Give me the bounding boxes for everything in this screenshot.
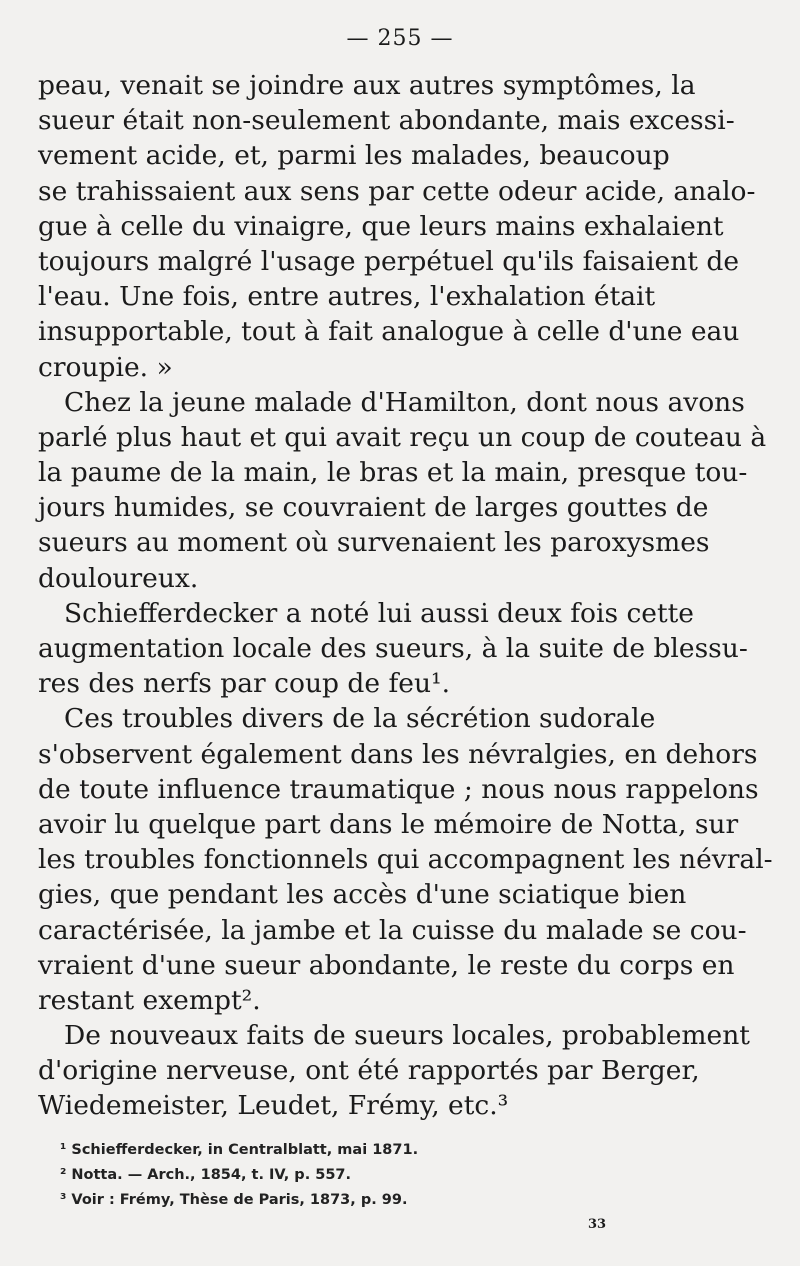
text-line: douloureux. <box>38 562 199 594</box>
text-line: avoir lu quelque part dans le mémoire de Notta, sur <box>38 808 739 840</box>
text-line: Ces troubles divers de la sécrétion sudorale <box>64 703 656 735</box>
text-line: croupie. » <box>38 351 173 383</box>
text-line: De nouveaux faits de sueurs locales, probablement <box>64 1020 750 1052</box>
text-line: Chez la jeune malade d'Hamilton, dont nous avons <box>64 386 745 418</box>
text-line: Wiedemeister, Leudet, Frémy, etc.³ <box>38 1090 509 1122</box>
text-line: augmentation locale des sueurs, à la suite de blessu- <box>38 633 748 664</box>
text-line: jours humides, se couvraient de larges gouttes de <box>38 492 709 524</box>
text-line: gue à celle du vinaigre, que leurs mains exhalaient <box>38 210 724 242</box>
text-line: restant exempt². <box>38 984 261 1016</box>
page-number: — 255 — <box>346 26 454 51</box>
text-line: de toute influence traumatique ; nous nous rappelons <box>38 773 759 805</box>
text-line: insupportable, tout à fait analogue à celle d'une eau <box>38 316 740 348</box>
text-line: vraient d'une sueur abondante, le reste du corps en <box>38 949 735 981</box>
text-line: s'observent également dans les névralgies, en dehors <box>38 738 758 770</box>
text-line: la paume de la main, le bras et la main, presque tou- <box>38 457 748 489</box>
footnotes <box>60 1138 580 1213</box>
text-line: les troubles fonctionnels qui accompagnent les névral- <box>38 844 773 876</box>
text-line: toujours malgré l'usage perpétuel qu'ils faisaient de <box>38 245 740 277</box>
footnote: ² Notta. — Arch., 1854, t. IV, p. 557. <box>60 1167 352 1183</box>
text-line: gies, que pendant les accès d'une sciatique bien <box>38 879 687 911</box>
text-line: parlé plus haut et qui avait reçu un coup de couteau à <box>38 421 767 453</box>
text-line: l'eau. Une fois, entre autres, l'exhalation était <box>38 281 656 313</box>
text-line: caractérisée, la jambe et la cuisse du malade se cou- <box>38 914 747 946</box>
text-line: peau, venait se joindre aux autres symptômes, la <box>38 70 696 101</box>
body-text <box>38 68 773 1124</box>
text-line: Schiefferdecker a noté lui aussi deux fois cette <box>64 597 694 629</box>
signature-mark: 33 <box>588 1217 607 1232</box>
text-line: se trahissaient aux sens par cette odeur acide, analo- <box>38 175 756 207</box>
text-line: res des nerfs par coup de feu¹. <box>38 668 451 700</box>
footnote: ³ Voir : Frémy, Thèse de Paris, 1873, p. 99. <box>60 1192 408 1208</box>
text-line: sueurs au moment où survenaient les paroxysmes <box>38 527 710 559</box>
text-line: d'origine nerveuse, ont été rapportés par Berger, <box>38 1055 700 1087</box>
footnote: ¹ Schiefferdecker, in Centralblatt, mai 1871. <box>60 1142 419 1158</box>
text-line: vement acide, et, parmi les malades, beaucoup <box>38 140 670 172</box>
text-line: sueur était non-seulement abondante, mais excessi- <box>38 105 735 137</box>
